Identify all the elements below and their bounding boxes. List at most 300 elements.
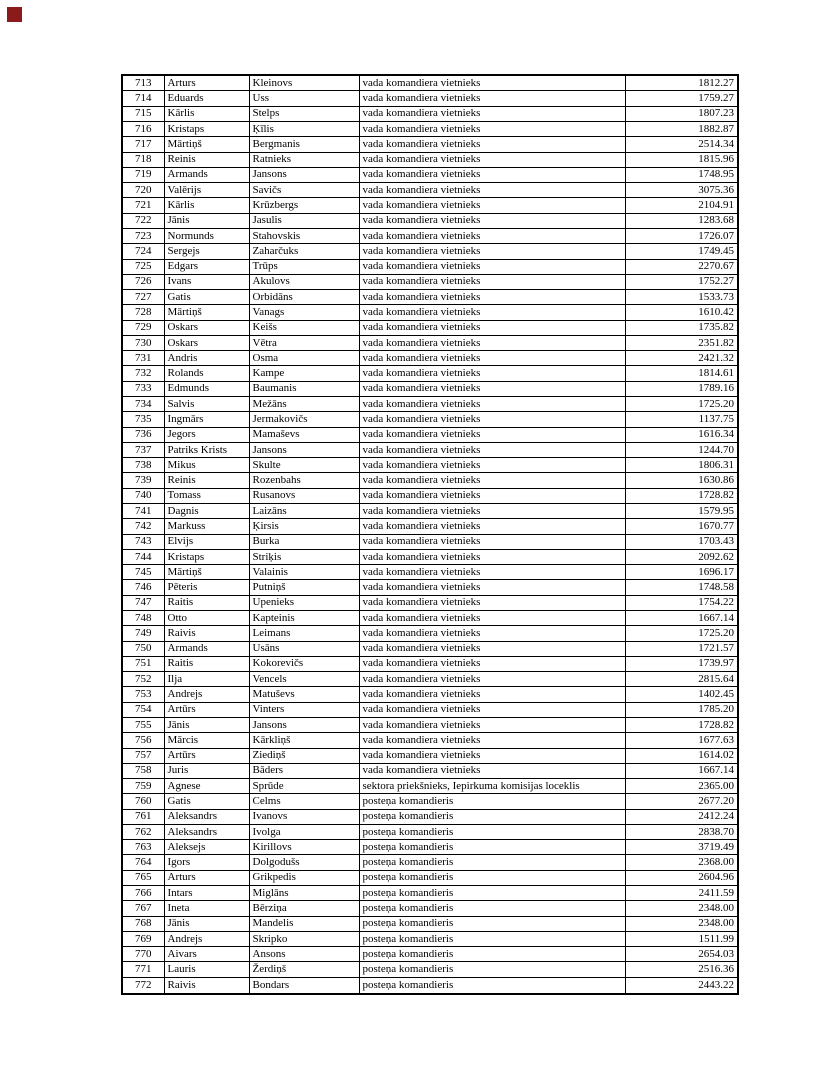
amount-cell: 1748.95 — [625, 167, 738, 182]
position-cell: posteņa komandieris — [359, 809, 625, 824]
row-number-cell: 744 — [122, 549, 164, 564]
row-number-cell: 753 — [122, 687, 164, 702]
first-name-cell: Jānis — [164, 717, 249, 732]
position-cell: vada komandiera vietnieks — [359, 549, 625, 564]
row-number-cell: 768 — [122, 916, 164, 931]
table-row — [122, 840, 738, 855]
first-name-cell: Patriks Krists — [164, 442, 249, 457]
row-number-cell: 769 — [122, 931, 164, 946]
first-name-cell: Rolands — [164, 366, 249, 381]
position-cell: vada komandiera vietnieks — [359, 565, 625, 580]
position-cell: vada komandiera vietnieks — [359, 656, 625, 671]
row-number-cell: 722 — [122, 213, 164, 228]
amount-cell: 1748.58 — [625, 580, 738, 595]
first-name-cell: Ivans — [164, 274, 249, 289]
amount-cell: 2351.82 — [625, 335, 738, 350]
row-number-cell: 742 — [122, 519, 164, 534]
first-name-cell: Elvijs — [164, 534, 249, 549]
position-cell: vada komandiera vietnieks — [359, 626, 625, 641]
last-name-cell: Keišs — [249, 320, 359, 335]
row-number-cell: 762 — [122, 824, 164, 839]
position-cell: posteņa komandieris — [359, 901, 625, 916]
position-cell: posteņa komandieris — [359, 977, 625, 994]
table-row — [122, 397, 738, 412]
first-name-cell: Arturs — [164, 75, 249, 91]
row-number-cell: 745 — [122, 565, 164, 580]
first-name-cell: Dagnis — [164, 504, 249, 519]
last-name-cell: Kirillovs — [249, 840, 359, 855]
last-name-cell: Striķis — [249, 549, 359, 564]
last-name-cell: Savičs — [249, 183, 359, 198]
last-name-cell: Kleinovs — [249, 75, 359, 91]
position-cell: vada komandiera vietnieks — [359, 595, 625, 610]
position-cell: posteņa komandieris — [359, 824, 625, 839]
position-cell: vada komandiera vietnieks — [359, 702, 625, 717]
table-row — [122, 442, 738, 457]
last-name-cell: Upenieks — [249, 595, 359, 610]
last-name-cell: Laizāns — [249, 504, 359, 519]
first-name-cell: Edmunds — [164, 381, 249, 396]
table-row — [122, 886, 738, 901]
position-cell: vada komandiera vietnieks — [359, 91, 625, 106]
row-number-cell: 765 — [122, 870, 164, 885]
amount-cell: 1402.45 — [625, 687, 738, 702]
amount-cell: 1728.82 — [625, 717, 738, 732]
amount-cell: 1696.17 — [625, 565, 738, 580]
last-name-cell: Mandelis — [249, 916, 359, 931]
row-number-cell: 740 — [122, 488, 164, 503]
table-row — [122, 351, 738, 366]
last-name-cell: Burka — [249, 534, 359, 549]
row-number-cell: 731 — [122, 351, 164, 366]
row-number-cell: 727 — [122, 290, 164, 305]
position-cell: vada komandiera vietnieks — [359, 305, 625, 320]
amount-cell: 2412.24 — [625, 809, 738, 824]
amount-cell: 3075.36 — [625, 183, 738, 198]
amount-cell: 2654.03 — [625, 947, 738, 962]
position-cell: posteņa komandieris — [359, 855, 625, 870]
row-number-cell: 734 — [122, 397, 164, 412]
amount-cell: 1725.20 — [625, 397, 738, 412]
row-number-cell: 723 — [122, 228, 164, 243]
row-number-cell: 757 — [122, 748, 164, 763]
table-row — [122, 626, 738, 641]
first-name-cell: Pēteris — [164, 580, 249, 595]
row-number-cell: 751 — [122, 656, 164, 671]
row-number-cell: 721 — [122, 198, 164, 213]
table-row — [122, 717, 738, 732]
last-name-cell: Jasulis — [249, 213, 359, 228]
first-name-cell: Valērijs — [164, 183, 249, 198]
last-name-cell: Ivolga — [249, 824, 359, 839]
table-row — [122, 152, 738, 167]
position-cell: posteņa komandieris — [359, 870, 625, 885]
first-name-cell: Aleksandrs — [164, 809, 249, 824]
first-name-cell: Mārcis — [164, 733, 249, 748]
position-cell: vada komandiera vietnieks — [359, 75, 625, 91]
row-number-cell: 736 — [122, 427, 164, 442]
table-row — [122, 504, 738, 519]
amount-cell: 2677.20 — [625, 794, 738, 809]
amount-cell: 1815.96 — [625, 152, 738, 167]
position-cell: vada komandiera vietnieks — [359, 458, 625, 473]
amount-cell: 1610.42 — [625, 305, 738, 320]
position-cell: vada komandiera vietnieks — [359, 519, 625, 534]
row-number-cell: 720 — [122, 183, 164, 198]
position-cell: vada komandiera vietnieks — [359, 137, 625, 152]
row-number-cell: 715 — [122, 106, 164, 121]
last-name-cell: Kārkliņš — [249, 733, 359, 748]
row-number-cell: 748 — [122, 610, 164, 625]
first-name-cell: Mārtiņš — [164, 137, 249, 152]
last-name-cell: Celms — [249, 794, 359, 809]
row-number-cell: 760 — [122, 794, 164, 809]
position-cell: vada komandiera vietnieks — [359, 244, 625, 259]
row-number-cell: 761 — [122, 809, 164, 824]
last-name-cell: Bondars — [249, 977, 359, 994]
first-name-cell: Ineta — [164, 901, 249, 916]
table-row — [122, 228, 738, 243]
last-name-cell: Leimans — [249, 626, 359, 641]
amount-cell: 1616.34 — [625, 427, 738, 442]
first-name-cell: Armands — [164, 641, 249, 656]
row-number-cell: 741 — [122, 504, 164, 519]
position-cell: vada komandiera vietnieks — [359, 290, 625, 305]
last-name-cell: Kapteinis — [249, 610, 359, 625]
last-name-cell: Jansons — [249, 167, 359, 182]
table-row — [122, 320, 738, 335]
row-number-cell: 728 — [122, 305, 164, 320]
table-row — [122, 106, 738, 121]
amount-cell: 1614.02 — [625, 748, 738, 763]
position-cell: vada komandiera vietnieks — [359, 259, 625, 274]
last-name-cell: Ratnieks — [249, 152, 359, 167]
amount-cell: 1759.27 — [625, 91, 738, 106]
position-cell: vada komandiera vietnieks — [359, 335, 625, 350]
table-row — [122, 656, 738, 671]
first-name-cell: Andris — [164, 351, 249, 366]
table-row — [122, 947, 738, 962]
last-name-cell: Bergmanis — [249, 137, 359, 152]
row-number-cell: 747 — [122, 595, 164, 610]
row-number-cell: 756 — [122, 733, 164, 748]
row-number-cell: 714 — [122, 91, 164, 106]
last-name-cell: Jansons — [249, 717, 359, 732]
first-name-cell: Reinis — [164, 152, 249, 167]
first-name-cell: Andrejs — [164, 931, 249, 946]
table-row — [122, 733, 738, 748]
first-name-cell: Raitis — [164, 595, 249, 610]
table-row — [122, 855, 738, 870]
position-cell: posteņa komandieris — [359, 840, 625, 855]
first-name-cell: Jegors — [164, 427, 249, 442]
first-name-cell: Edgars — [164, 259, 249, 274]
table-row — [122, 244, 738, 259]
amount-cell: 1735.82 — [625, 320, 738, 335]
amount-cell: 1749.45 — [625, 244, 738, 259]
table-row — [122, 381, 738, 396]
row-number-cell: 719 — [122, 167, 164, 182]
row-number-cell: 750 — [122, 641, 164, 656]
row-number-cell: 725 — [122, 259, 164, 274]
first-name-cell: Eduards — [164, 91, 249, 106]
amount-cell: 1630.86 — [625, 473, 738, 488]
position-cell: vada komandiera vietnieks — [359, 534, 625, 549]
amount-cell: 1739.97 — [625, 656, 738, 671]
position-cell: posteņa komandieris — [359, 916, 625, 931]
amount-cell: 1667.14 — [625, 610, 738, 625]
row-number-cell: 755 — [122, 717, 164, 732]
first-name-cell: Otto — [164, 610, 249, 625]
amount-cell: 1814.61 — [625, 366, 738, 381]
row-number-cell: 754 — [122, 702, 164, 717]
position-cell: vada komandiera vietnieks — [359, 121, 625, 136]
table-row — [122, 901, 738, 916]
amount-cell: 1726.07 — [625, 228, 738, 243]
last-name-cell: Bērziņa — [249, 901, 359, 916]
row-number-cell: 717 — [122, 137, 164, 152]
row-number-cell: 735 — [122, 412, 164, 427]
table-row — [122, 427, 738, 442]
last-name-cell: Ansons — [249, 947, 359, 962]
position-cell: vada komandiera vietnieks — [359, 641, 625, 656]
row-number-cell: 729 — [122, 320, 164, 335]
last-name-cell: Jansons — [249, 442, 359, 457]
red-square-marker — [7, 7, 22, 22]
last-name-cell: Ķirsis — [249, 519, 359, 534]
last-name-cell: Usāns — [249, 641, 359, 656]
table-row — [122, 458, 738, 473]
position-cell: vada komandiera vietnieks — [359, 351, 625, 366]
position-cell: sektora priekšnieks, Iepirkuma komisijas loceklis — [359, 779, 625, 794]
position-cell: vada komandiera vietnieks — [359, 228, 625, 243]
table-row — [122, 519, 738, 534]
table-row — [122, 412, 738, 427]
position-cell: vada komandiera vietnieks — [359, 504, 625, 519]
position-cell: vada komandiera vietnieks — [359, 183, 625, 198]
last-name-cell: Vanags — [249, 305, 359, 320]
row-number-cell: 726 — [122, 274, 164, 289]
row-number-cell: 767 — [122, 901, 164, 916]
position-cell: vada komandiera vietnieks — [359, 748, 625, 763]
table-row — [122, 610, 738, 625]
position-cell: vada komandiera vietnieks — [359, 442, 625, 457]
position-cell: vada komandiera vietnieks — [359, 274, 625, 289]
last-name-cell: Sprūde — [249, 779, 359, 794]
table-row — [122, 641, 738, 656]
table-row — [122, 565, 738, 580]
last-name-cell: Uss — [249, 91, 359, 106]
position-cell: vada komandiera vietnieks — [359, 106, 625, 121]
position-cell: posteņa komandieris — [359, 962, 625, 977]
last-name-cell: Kokorevičs — [249, 656, 359, 671]
amount-cell: 1511.99 — [625, 931, 738, 946]
first-name-cell: Mārtiņš — [164, 305, 249, 320]
first-name-cell: Aleksandrs — [164, 824, 249, 839]
last-name-cell: Rozenbahs — [249, 473, 359, 488]
row-number-cell: 770 — [122, 947, 164, 962]
table-row — [122, 305, 738, 320]
last-name-cell: Baumanis — [249, 381, 359, 396]
position-cell: vada komandiera vietnieks — [359, 717, 625, 732]
first-name-cell: Kārlis — [164, 106, 249, 121]
position-cell: vada komandiera vietnieks — [359, 473, 625, 488]
amount-cell: 1283.68 — [625, 213, 738, 228]
table-row — [122, 870, 738, 885]
amount-cell: 2270.67 — [625, 259, 738, 274]
position-cell: vada komandiera vietnieks — [359, 198, 625, 213]
first-name-cell: Gatis — [164, 290, 249, 305]
last-name-cell: Mamaševs — [249, 427, 359, 442]
amount-cell: 2604.96 — [625, 870, 738, 885]
amount-cell: 2092.62 — [625, 549, 738, 564]
amount-cell: 2421.32 — [625, 351, 738, 366]
first-name-cell: Normunds — [164, 228, 249, 243]
amount-cell: 1807.23 — [625, 106, 738, 121]
row-number-cell: 713 — [122, 75, 164, 91]
amount-cell: 1703.43 — [625, 534, 738, 549]
amount-cell: 1244.70 — [625, 442, 738, 457]
amount-cell: 2516.36 — [625, 962, 738, 977]
last-name-cell: Jermakovičs — [249, 412, 359, 427]
first-name-cell: Aivars — [164, 947, 249, 962]
last-name-cell: Krūzbergs — [249, 198, 359, 213]
table-row — [122, 687, 738, 702]
table-row — [122, 183, 738, 198]
last-name-cell: Osma — [249, 351, 359, 366]
first-name-cell: Markuss — [164, 519, 249, 534]
first-name-cell: Ingmārs — [164, 412, 249, 427]
amount-cell: 2348.00 — [625, 916, 738, 931]
row-number-cell: 759 — [122, 779, 164, 794]
position-cell: vada komandiera vietnieks — [359, 488, 625, 503]
first-name-cell: Artūrs — [164, 748, 249, 763]
amount-cell: 1806.31 — [625, 458, 738, 473]
position-cell: posteņa komandieris — [359, 931, 625, 946]
amount-cell: 1812.27 — [625, 75, 738, 91]
amount-cell: 2104.91 — [625, 198, 738, 213]
last-name-cell: Skulte — [249, 458, 359, 473]
position-cell: vada komandiera vietnieks — [359, 381, 625, 396]
table-row — [122, 809, 738, 824]
first-name-cell: Sergejs — [164, 244, 249, 259]
first-name-cell: Reinis — [164, 473, 249, 488]
first-name-cell: Jānis — [164, 213, 249, 228]
first-name-cell: Oskars — [164, 335, 249, 350]
position-cell: vada komandiera vietnieks — [359, 672, 625, 687]
first-name-cell: Artūrs — [164, 702, 249, 717]
row-number-cell: 752 — [122, 672, 164, 687]
amount-cell: 1728.82 — [625, 488, 738, 503]
first-name-cell: Raivis — [164, 977, 249, 994]
table-row — [122, 595, 738, 610]
amount-cell: 1752.27 — [625, 274, 738, 289]
position-cell: vada komandiera vietnieks — [359, 167, 625, 182]
position-cell: vada komandiera vietnieks — [359, 412, 625, 427]
last-name-cell: Kampe — [249, 366, 359, 381]
amount-cell: 2443.22 — [625, 977, 738, 994]
first-name-cell: Raivis — [164, 626, 249, 641]
position-cell: vada komandiera vietnieks — [359, 687, 625, 702]
amount-cell: 1789.16 — [625, 381, 738, 396]
amount-cell: 1137.75 — [625, 412, 738, 427]
amount-cell: 1533.73 — [625, 290, 738, 305]
last-name-cell: Ivanovs — [249, 809, 359, 824]
row-number-cell: 732 — [122, 366, 164, 381]
last-name-cell: Valainis — [249, 565, 359, 580]
last-name-cell: Vētra — [249, 335, 359, 350]
first-name-cell: Aleksejs — [164, 840, 249, 855]
last-name-cell: Akulovs — [249, 274, 359, 289]
row-number-cell: 771 — [122, 962, 164, 977]
row-number-cell: 764 — [122, 855, 164, 870]
amount-cell: 1579.95 — [625, 504, 738, 519]
last-name-cell: Orbidāns — [249, 290, 359, 305]
last-name-cell: Miglāns — [249, 886, 359, 901]
row-number-cell: 758 — [122, 763, 164, 778]
table-row — [122, 121, 738, 136]
table-row — [122, 167, 738, 182]
last-name-cell: Putniņš — [249, 580, 359, 595]
table-row — [122, 534, 738, 549]
position-cell: vada komandiera vietnieks — [359, 610, 625, 625]
first-name-cell: Kristaps — [164, 121, 249, 136]
row-number-cell: 724 — [122, 244, 164, 259]
amount-cell: 2365.00 — [625, 779, 738, 794]
amount-cell: 2368.00 — [625, 855, 738, 870]
amount-cell: 1677.63 — [625, 733, 738, 748]
position-cell: vada komandiera vietnieks — [359, 580, 625, 595]
table-row — [122, 75, 738, 91]
first-name-cell: Igors — [164, 855, 249, 870]
table-row — [122, 672, 738, 687]
first-name-cell: Ilja — [164, 672, 249, 687]
table-row — [122, 580, 738, 595]
row-number-cell: 743 — [122, 534, 164, 549]
position-cell: posteņa komandieris — [359, 947, 625, 962]
first-name-cell: Tomass — [164, 488, 249, 503]
first-name-cell: Gatis — [164, 794, 249, 809]
table-row — [122, 290, 738, 305]
table-row — [122, 259, 738, 274]
table-row — [122, 977, 738, 994]
amount-cell: 1667.14 — [625, 763, 738, 778]
amount-cell: 2411.59 — [625, 886, 738, 901]
last-name-cell: Vencels — [249, 672, 359, 687]
first-name-cell: Raitis — [164, 656, 249, 671]
amount-cell: 1725.20 — [625, 626, 738, 641]
table-row — [122, 702, 738, 717]
first-name-cell: Kristaps — [164, 549, 249, 564]
row-number-cell: 716 — [122, 121, 164, 136]
position-cell: posteņa komandieris — [359, 886, 625, 901]
last-name-cell: Zaharčuks — [249, 244, 359, 259]
table-row — [122, 366, 738, 381]
first-name-cell: Armands — [164, 167, 249, 182]
table-row — [122, 473, 738, 488]
salary-table — [121, 74, 739, 995]
table-row — [122, 335, 738, 350]
position-cell: vada komandiera vietnieks — [359, 152, 625, 167]
position-cell: vada komandiera vietnieks — [359, 427, 625, 442]
table-row — [122, 916, 738, 931]
row-number-cell: 738 — [122, 458, 164, 473]
row-number-cell: 763 — [122, 840, 164, 855]
amount-cell: 2815.64 — [625, 672, 738, 687]
table-row — [122, 213, 738, 228]
position-cell: vada komandiera vietnieks — [359, 397, 625, 412]
first-name-cell: Jānis — [164, 916, 249, 931]
